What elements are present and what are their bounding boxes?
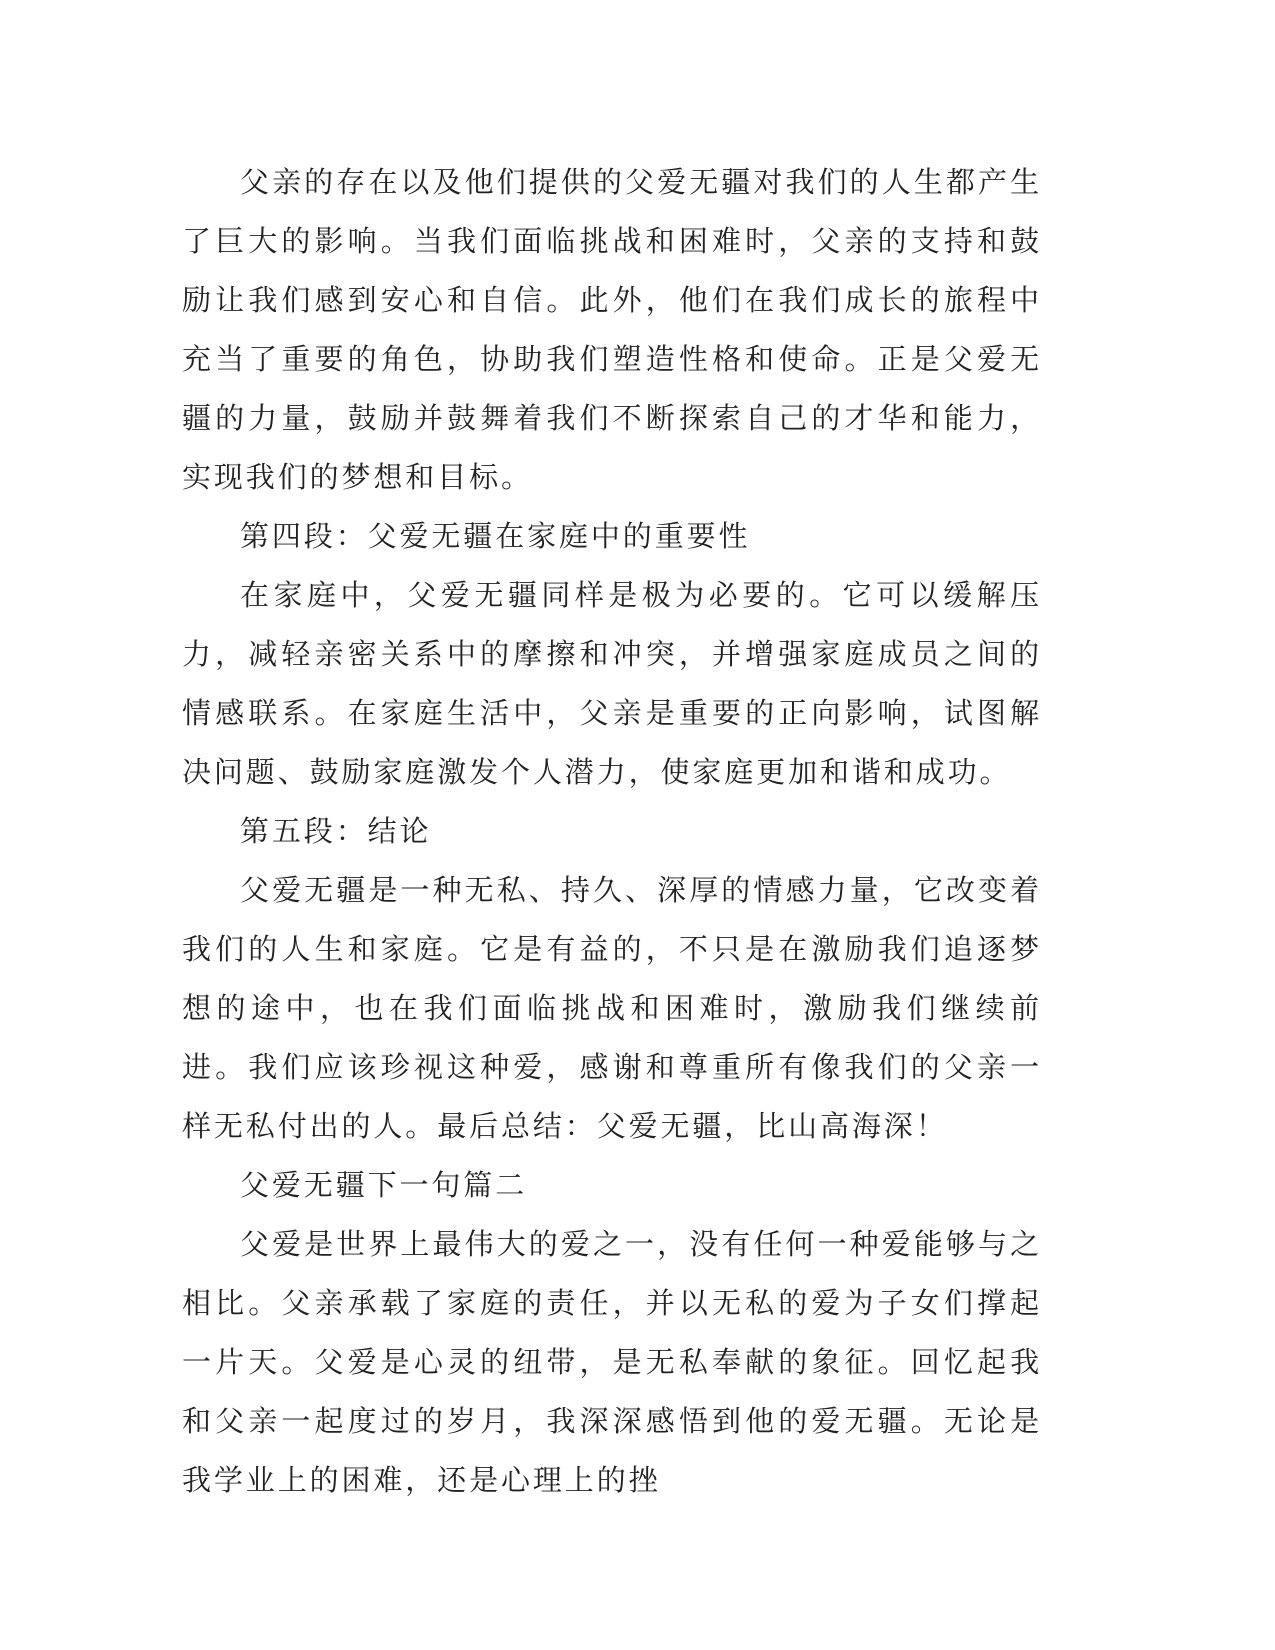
article-title-part-2: 父爱无疆下一句篇二 xyxy=(240,1168,528,1202)
section-heading-5: 第五段：结论 xyxy=(240,814,432,848)
section-heading-4: 第四段：父爱无疆在家庭中的重要性 xyxy=(240,519,751,553)
paragraph-family-importance: 在家庭中，父爱无疆同样是极为必要的。它可以缓解压力，减轻亲密关系中的摩擦和冲突，并增强家庭成员之间的情感联系。在家庭生活中，父亲是重要的正向影响，试图解决问题、鼓励家庭激发个人潜力，使家庭更加和谐和成功。 xyxy=(182,578,1042,789)
document-body xyxy=(182,153,1042,1510)
paragraph-conclusion: 父爱无疆是一种无私、持久、深厚的情感力量，它改变着我们的人生和家庭。它是有益的，不只是在激励我们追逐梦想的途中，也在我们面临挑战和困难时，激励我们继续前进。我们应该珍视这种爱，感谢和尊重所有像我们的父亲一样无私付出的人。最后总结：父爱无疆，比山高海深！ xyxy=(182,873,1042,1143)
paragraph-part-2-intro: 父爱是世界上最伟大的爱之一，没有任何一种爱能够与之相比。父亲承载了家庭的责任，并以无私的爱为子女们撑起一片天。父爱是心灵的纽带，是无私奉献的象征。回忆起我和父亲一起度过的岁月，我深深感悟到他的爱无疆。无论是我学业上的困难，还是心理上的挫 xyxy=(182,1227,1042,1497)
paragraph-father-influence: 父亲的存在以及他们提供的父爱无疆对我们的人生都产生了巨大的影响。当我们面临挑战和困难时，父亲的支持和鼓励让我们感到安心和自信。此外，他们在我们成长的旅程中充当了重要的角色，协助我们塑造性格和使命。正是父爱无疆的力量，鼓励并鼓舞着我们不断探索自己的才华和能力，实现我们的梦想和目标。 xyxy=(182,165,1042,494)
